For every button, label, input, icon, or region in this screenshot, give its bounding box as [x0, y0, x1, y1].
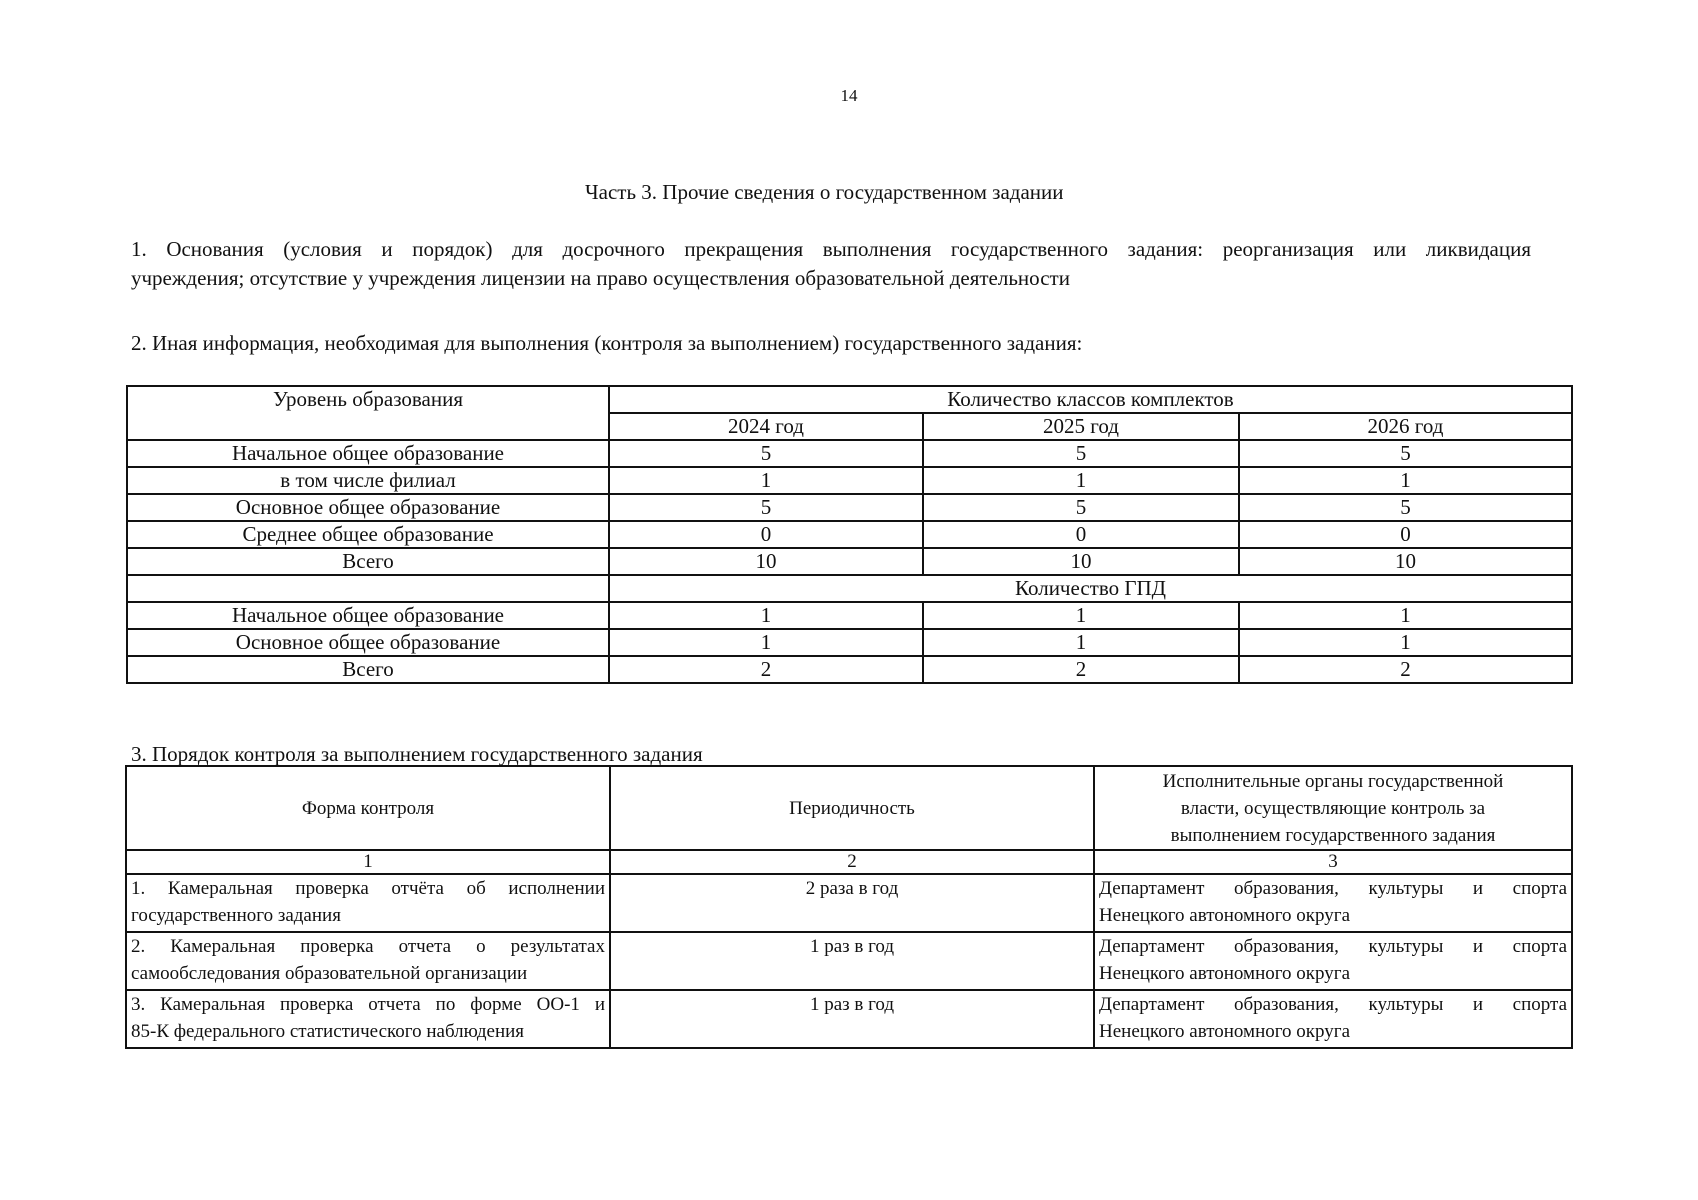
termination-grounds-line-1: 1. Основания (условия и порядок) для досрочного прекращения выполнения государственного задания: реорганизация или ликвидация: [131, 237, 1531, 261]
authority-line: Департамент образования, культуры и спорта: [1099, 936, 1567, 957]
row-label: Основное общее образование: [127, 494, 609, 521]
other-info-heading: 2. Иная информация, необходимая для выполнения (контроля за выполнением) государственного задания:: [131, 331, 1083, 355]
control-form-line: 85-К федерального статистического наблюдения: [131, 1021, 525, 1042]
periodicity-cell: 1 раз в год: [610, 990, 1094, 1048]
column-number: 3: [1094, 850, 1572, 874]
cell-value: 1: [1239, 467, 1572, 494]
column-number: 2: [610, 850, 1094, 874]
page-number: 14: [840, 86, 858, 105]
gpd-header-row: [127, 575, 1572, 602]
cell-value: 2: [923, 656, 1239, 683]
cell-value: 1: [923, 629, 1239, 656]
control-form-cell: [126, 874, 610, 932]
table-row: [127, 494, 1572, 521]
row-label: Всего: [127, 656, 609, 683]
year-header: 2026 год: [1239, 413, 1572, 440]
control-form-line: государственного задания: [131, 905, 341, 926]
table-row: [126, 990, 1572, 1048]
termination-grounds-paragraph: [131, 235, 1531, 293]
control-form-line: 2. Камеральная проверка отчета о результатах: [131, 936, 605, 957]
cell-value: 10: [609, 548, 923, 575]
table-row: [127, 521, 1572, 548]
period-header: Периодичность: [610, 766, 1094, 850]
cell-value: 1: [1239, 602, 1572, 629]
authority-line: Ненецкого автономного округа: [1099, 905, 1351, 926]
cell-value: 2: [1239, 656, 1572, 683]
cell-value: 5: [1239, 494, 1572, 521]
year-header: 2025 год: [923, 413, 1239, 440]
cell-value: 1: [609, 467, 923, 494]
table-row: [127, 467, 1572, 494]
cell-value: 0: [923, 521, 1239, 548]
authority-cell: [1094, 990, 1572, 1048]
table-row: [127, 629, 1572, 656]
classes-table-header-row: [127, 386, 1572, 413]
cell-value: 5: [609, 494, 923, 521]
form-header: Форма контроля: [126, 766, 610, 850]
cell-value: 0: [1239, 521, 1572, 548]
control-form-line: самообследования образовательной организации: [131, 963, 528, 984]
cell-value: 5: [923, 494, 1239, 521]
table-row: [127, 656, 1572, 683]
cell-value: 10: [923, 548, 1239, 575]
cell-value: 10: [1239, 548, 1572, 575]
year-header: 2024 год: [609, 413, 923, 440]
periodicity-cell: 1 раз в год: [610, 932, 1094, 990]
authority-header-line: выполнением государственного задания: [1170, 824, 1496, 846]
table-row: [127, 440, 1572, 467]
cell-value: 2: [609, 656, 923, 683]
row-label: Начальное общее образование: [127, 440, 609, 467]
part-title: Часть 3. Прочие сведения о государственном задании: [585, 180, 1064, 204]
row-label: Начальное общее образование: [127, 602, 609, 629]
periodicity-cell: 2 раза в год: [610, 874, 1094, 932]
authority-line: Ненецкого автономного округа: [1099, 1021, 1351, 1042]
control-form-line: 1. Камеральная проверка отчёта об исполнении: [131, 878, 605, 899]
authority-header-line: Исполнительные органы государственной: [1162, 770, 1504, 792]
cell-value: 1: [609, 602, 923, 629]
cell-value: 1: [1239, 629, 1572, 656]
termination-grounds-line-2: учреждения; отсутствие у учреждения лицензии на право осуществления образовательной деятельности: [131, 266, 1070, 290]
row-label: Всего: [127, 548, 609, 575]
cell-value: 5: [609, 440, 923, 467]
row-label: Основное общее образование: [127, 629, 609, 656]
row-label: Среднее общее образование: [127, 521, 609, 548]
row-label: в том числе филиал: [127, 467, 609, 494]
table-row: [126, 932, 1572, 990]
authority-line: Ненецкого автономного округа: [1099, 963, 1351, 984]
authority-line: Департамент образования, культуры и спорта: [1099, 994, 1567, 1015]
cell-value: 1: [923, 467, 1239, 494]
gpd-header: Количество ГПД: [609, 575, 1572, 602]
control-order-heading: 3. Порядок контроля за выполнением государственного задания: [131, 742, 703, 766]
cell-value: 5: [923, 440, 1239, 467]
level-header: Уровень образования: [127, 386, 609, 440]
column-numbers-row: [126, 850, 1572, 874]
authority-header-line: власти, осуществляющие контроль за: [1180, 797, 1486, 819]
authority-cell: [1094, 874, 1572, 932]
cell-value: 1: [923, 602, 1239, 629]
cell-value: 5: [1239, 440, 1572, 467]
control-form-line: 3. Камеральная проверка отчета по форме ОО-1 и: [131, 994, 605, 1015]
authority-line: Департамент образования, культуры и спорта: [1099, 878, 1567, 899]
cell-value: 0: [609, 521, 923, 548]
empty-cell: [127, 575, 609, 602]
control-form-cell: [126, 932, 610, 990]
authority-cell: [1094, 932, 1572, 990]
classes-header: Количество классов комплектов: [609, 386, 1572, 413]
column-number: 1: [126, 850, 610, 874]
control-form-cell: [126, 990, 610, 1048]
cell-value: 1: [609, 629, 923, 656]
classes-table: [126, 385, 1573, 684]
table-row: [126, 874, 1572, 932]
control-table-header-row: [126, 766, 1572, 850]
table-row: [127, 548, 1572, 575]
table-row: [127, 602, 1572, 629]
authority-header: [1094, 766, 1572, 850]
control-table: [125, 765, 1573, 1049]
